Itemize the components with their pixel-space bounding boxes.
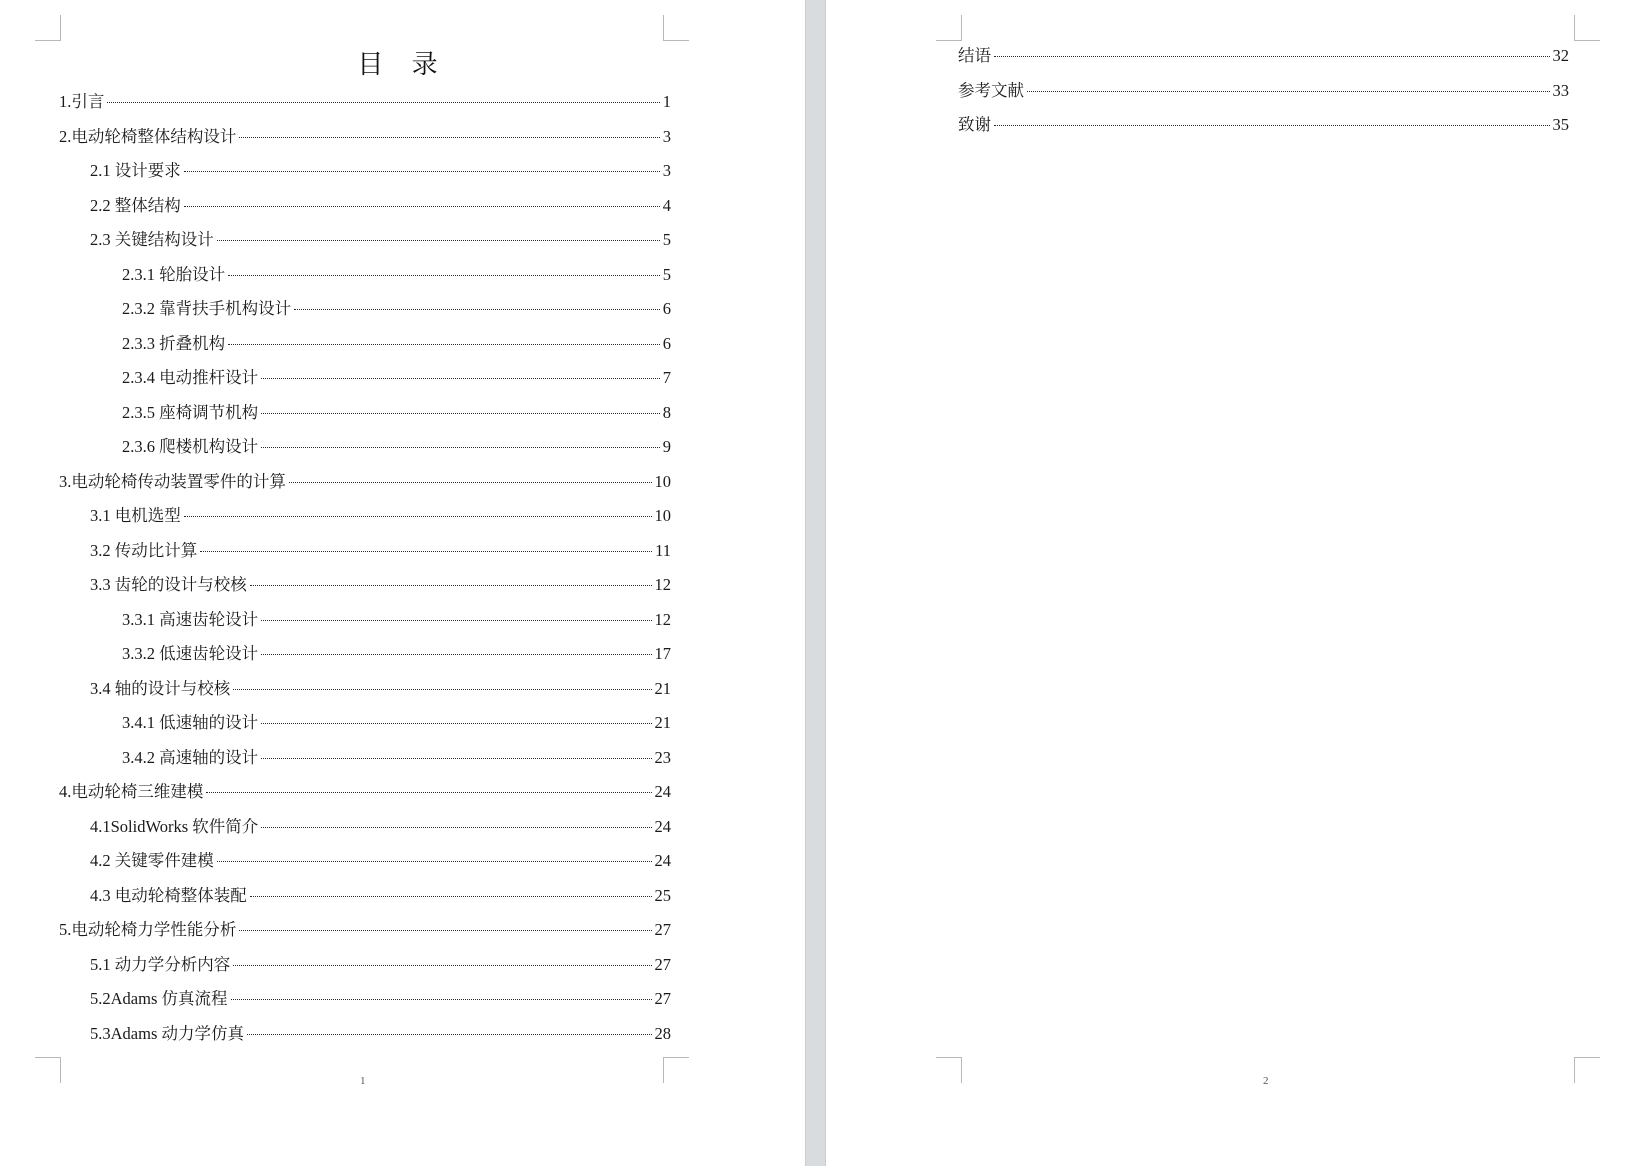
toc-entry-page: 27 [654,920,671,939]
toc-entry-label: 2.电动轮椅整体结构设计 [59,126,237,146]
toc-entry-page: 33 [1552,80,1569,100]
dot-leader [228,275,660,276]
toc-entry-label: 4.2 关键零件建模 [90,851,214,870]
toc-entry[interactable] [59,988,671,1023]
dot-leader [250,896,652,897]
corner-crop-mark [936,15,962,41]
toc-entry-label: 2.1 设计要求 [90,161,181,180]
toc-entry-page: 1 [662,92,671,111]
toc-entry-label: 3.电动轮椅传动装置零件的计算 [59,471,286,491]
page-number: 1 [360,1075,366,1087]
toc-entry-label: 3.4 轴的设计与校核 [90,678,231,698]
toc-entry[interactable] [59,229,671,264]
toc-entry-label: 3.4.1 低速轴的设计 [122,713,259,732]
dot-leader [107,102,659,103]
corner-crop-mark [1574,1057,1600,1083]
toc-entry-page: 6 [662,299,671,318]
toc-entry-label: 3.3.2 低速齿轮设计 [122,644,259,663]
toc-entry[interactable] [958,80,1569,115]
dot-leader [294,309,660,310]
toc-entry-page: 21 [654,713,671,732]
corner-crop-mark [936,1057,962,1083]
toc-entry-page: 27 [654,954,671,974]
toc-entry-label: 5.3Adams 动力学仿真 [90,1023,244,1043]
dot-leader [247,1034,652,1035]
toc-entry-label: 参考文献 [958,80,1024,100]
toc-entry-page: 17 [654,644,671,663]
toc-entry-label: 5.1 动力学分析内容 [90,954,231,974]
dot-leader [261,620,651,621]
table-of-contents [958,45,1569,149]
dot-leader [217,240,660,241]
toc-entry-page: 9 [662,437,671,456]
toc-entry[interactable] [59,402,671,437]
table-of-contents [59,91,671,1057]
toc-entry-label: 2.3.6 爬楼机构设计 [122,437,259,456]
dot-leader [994,56,1550,57]
dot-leader [231,999,652,1000]
page-number: 2 [1263,1075,1269,1087]
toc-entry-label: 结语 [958,46,991,65]
toc-entry-page: 6 [662,333,671,353]
toc-entry-page: 24 [654,816,671,836]
toc-entry-page: 3 [662,161,671,180]
dot-leader [261,413,660,414]
toc-entry-label: 2.2 整体结构 [90,195,181,215]
toc-entry[interactable] [59,574,671,609]
document-page-2 [826,0,1637,1166]
dot-leader [261,758,651,759]
toc-entry[interactable] [59,91,671,126]
toc-entry-label: 4.1SolidWorks 软件简介 [90,816,259,836]
toc-entry-page: 11 [655,540,671,560]
corner-crop-mark [35,1057,61,1083]
toc-entry-label: 3.3.1 高速齿轮设计 [122,609,259,629]
dot-leader [184,171,660,172]
toc-entry-page: 21 [654,678,671,698]
toc-entry-label: 1.引言 [59,92,105,111]
corner-crop-mark [663,1057,689,1083]
toc-entry[interactable] [59,160,671,195]
toc-entry[interactable] [59,333,671,368]
dot-leader [184,206,660,207]
dot-leader [200,551,652,552]
toc-entry-label: 2.3.5 座椅调节机构 [122,402,259,422]
toc-entry-label: 3.1 电机选型 [90,506,181,525]
dot-leader [239,930,651,931]
toc-entry[interactable] [59,850,671,885]
dot-leader [261,654,651,655]
dot-leader [250,585,652,586]
dot-leader [239,137,659,138]
toc-entry-label: 2.3.4 电动推杆设计 [122,368,259,387]
toc-entry[interactable] [59,540,671,575]
toc-entry-page: 7 [662,368,671,387]
toc-entry-label: 2.3.1 轮胎设计 [122,264,226,284]
toc-entry-page: 24 [654,851,671,870]
toc-entry-page: 32 [1552,46,1569,65]
toc-entry[interactable] [59,919,671,954]
toc-entry-label: 2.3.3 折叠机构 [122,333,226,353]
toc-entry-page: 8 [662,402,671,422]
toc-entry-page: 23 [654,747,671,767]
toc-entry-page: 10 [654,506,671,525]
dot-leader [1027,91,1550,92]
toc-entry[interactable] [59,747,671,782]
toc-entry-page: 24 [654,782,671,801]
toc-entry[interactable] [59,471,671,506]
toc-entry-label: 3.3 齿轮的设计与校核 [90,575,247,594]
toc-entry-label: 2.3.2 靠背扶手机构设计 [122,299,292,318]
dot-leader [994,125,1550,126]
toc-entry-label: 5.电动轮椅力学性能分析 [59,920,237,939]
toc-entry-label: 3.2 传动比计算 [90,540,198,560]
toc-entry-page: 5 [662,264,671,284]
toc-entry-page: 12 [654,609,671,629]
toc-entry-page: 4 [662,195,671,215]
toc-entry[interactable] [958,45,1569,80]
toc-entry-label: 致谢 [958,115,991,134]
dot-leader [184,516,652,517]
toc-entry[interactable] [59,643,671,678]
toc-entry-label: 3.4.2 高速轴的设计 [122,747,259,767]
toc-entry[interactable] [59,298,671,333]
dot-leader [261,723,651,724]
corner-crop-mark [663,15,689,41]
toc-entry-page: 27 [654,989,671,1008]
toc-entry[interactable] [59,436,671,471]
toc-entry[interactable] [59,367,671,402]
toc-entry-label: 5.2Adams 仿真流程 [90,989,228,1008]
dot-leader [261,827,651,828]
toc-entry[interactable] [958,114,1569,149]
toc-entry[interactable] [59,505,671,540]
dot-leader [206,792,651,793]
toc-entry[interactable] [59,781,671,816]
dot-leader [233,965,651,966]
toc-entry[interactable] [59,816,671,851]
toc-entry-page: 25 [654,885,671,905]
toc-entry-page: 12 [654,575,671,594]
toc-title: 目 录 [357,50,448,80]
dot-leader [289,482,652,483]
dot-leader [217,861,652,862]
corner-crop-mark [35,15,61,41]
toc-entry-label: 4.3 电动轮椅整体装配 [90,885,247,905]
toc-entry-page: 5 [662,230,671,249]
toc-entry[interactable] [59,126,671,161]
toc-entry[interactable] [59,885,671,920]
dot-leader [228,344,660,345]
toc-entry-page: 28 [654,1023,671,1043]
toc-entry-page: 10 [654,471,671,491]
dot-leader [261,378,660,379]
dot-leader [233,689,651,690]
toc-entry[interactable] [59,609,671,644]
toc-entry[interactable] [59,954,671,989]
dot-leader [261,447,660,448]
toc-entry[interactable] [59,195,671,230]
toc-entry[interactable] [59,264,671,299]
toc-entry-label: 2.3 关键结构设计 [90,230,214,249]
corner-crop-mark [1574,15,1600,41]
toc-entry-label: 4.电动轮椅三维建模 [59,782,204,801]
toc-entry[interactable] [59,712,671,747]
toc-entry-page: 3 [662,126,671,146]
page-gutter [805,0,826,1166]
toc-entry[interactable] [59,1023,671,1058]
document-page-1 [0,0,805,1166]
toc-entry-page: 35 [1552,115,1569,134]
toc-entry[interactable] [59,678,671,713]
